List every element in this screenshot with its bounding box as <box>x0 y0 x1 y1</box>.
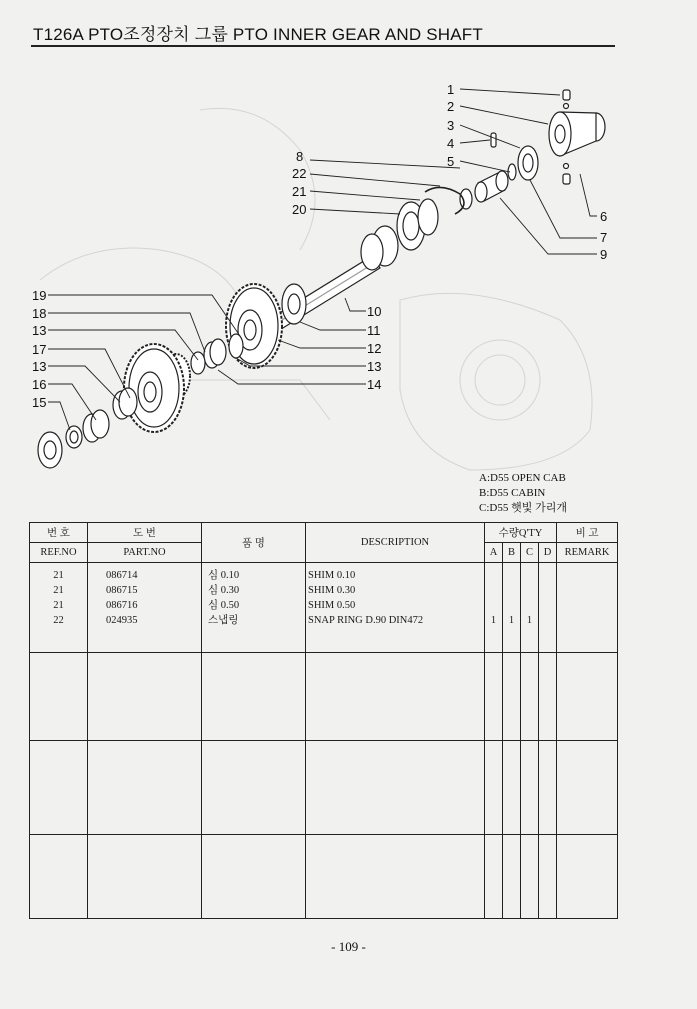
callout-label: 6 <box>600 209 608 224</box>
title-underline <box>31 45 615 47</box>
header-ref-en: REF.NO <box>30 543 88 563</box>
callout-label: 19 <box>32 288 47 303</box>
callout-label: 18 <box>32 306 47 321</box>
qty-a: 1 <box>490 615 497 626</box>
part-description: SHIM 0.50 <box>308 600 356 611</box>
part-no: 086715 <box>106 585 138 596</box>
callout-label: 3 <box>447 118 455 133</box>
header-name-ko: 품 명 <box>202 523 306 563</box>
callout-label: 12 <box>367 341 382 356</box>
callout-label: 22 <box>292 166 307 181</box>
ref-column <box>30 563 88 653</box>
callout-label: 16 <box>32 377 47 392</box>
part-no: 086714 <box>106 570 138 581</box>
page-title: T126A PTO조정장치 그룹 PTO INNER GEAR AND SHAFT <box>33 25 483 44</box>
header-qty-b: B <box>503 543 521 563</box>
ref-no: 21 <box>53 600 64 611</box>
callout-label: 1 <box>447 82 455 97</box>
part-no: 086716 <box>106 600 138 611</box>
qty-b <box>503 598 520 613</box>
needle-bearing-14 <box>204 339 226 368</box>
header-qty-c: C <box>521 543 539 563</box>
qty-d-column <box>539 563 557 653</box>
qty-a-column <box>485 563 503 653</box>
page-number: - 109 - <box>331 939 366 954</box>
callout-label: 13 <box>367 359 382 374</box>
part-name-ko: 스냅링 <box>208 615 239 626</box>
parts-table <box>29 522 618 919</box>
callout-label: 4 <box>447 136 455 151</box>
name-ko-column <box>202 563 306 653</box>
callout-label: 7 <box>600 230 608 245</box>
qty-b <box>503 583 520 598</box>
callout-label: 5 <box>447 154 455 169</box>
header-qty-d: D <box>539 543 557 563</box>
part-name-ko: 심 0.50 <box>208 600 240 611</box>
callout-label: 17 <box>32 342 47 357</box>
header-remark-ko: 비 고 <box>557 523 618 543</box>
part-no: 024935 <box>106 615 138 626</box>
washer-13-middle <box>229 334 243 358</box>
qty-b: 1 <box>508 615 515 626</box>
callout-label: 21 <box>292 184 307 199</box>
coupling-pin <box>491 133 496 147</box>
part-description: SHIM 0.30 <box>308 585 356 596</box>
model-legend <box>479 471 567 516</box>
legend-item: B:D55 CABIN <box>479 487 546 499</box>
legend-item: A:D55 OPEN CAB <box>479 472 566 484</box>
qty-d <box>539 583 556 598</box>
callout-label: 15 <box>32 395 47 410</box>
callouts-upper-left <box>292 149 306 217</box>
remark-column <box>557 563 618 653</box>
header-description: DESCRIPTION <box>306 523 485 563</box>
header-qty-ko: 수량 <box>498 528 519 539</box>
callout-label: 2 <box>447 99 455 114</box>
qty-c-column <box>521 563 539 653</box>
legend-item: C:D55 햇빛 가리개 <box>479 502 567 514</box>
callout-label: 13 <box>32 323 47 338</box>
callout-label: 11 <box>367 323 381 338</box>
callout-label: 10 <box>367 304 382 319</box>
callout-label: 14 <box>367 377 382 392</box>
empty-row-group <box>30 741 618 835</box>
qty-c <box>521 568 538 583</box>
gear-12 <box>282 284 306 324</box>
part-name-ko: 심 0.10 <box>208 570 240 581</box>
exploded-parts-diagram <box>0 60 697 520</box>
qty-a <box>485 583 502 598</box>
callout-label: 9 <box>600 247 608 262</box>
spline-gear-upper <box>361 226 398 270</box>
empty-row-group <box>30 835 618 919</box>
needle-bearing-16 <box>83 410 109 442</box>
qty-c <box>521 583 538 598</box>
ref-no: 21 <box>53 570 64 581</box>
qty-b <box>503 568 520 583</box>
ref-no: 21 <box>53 585 64 596</box>
header-qty-en: Q'TY <box>518 528 543 539</box>
qty-d <box>539 613 556 628</box>
description-column <box>306 563 485 653</box>
empty-row-group <box>30 653 618 741</box>
coupling-housing <box>549 90 605 184</box>
qty-d <box>539 568 556 583</box>
header-part-en: PART.NO <box>88 543 202 563</box>
ball-bearing-end <box>38 432 62 468</box>
ref-no: 22 <box>53 615 64 626</box>
callouts-left <box>32 288 46 410</box>
part-description: SHIM 0.10 <box>308 570 356 581</box>
qty-a <box>485 568 502 583</box>
part-name-ko: 심 0.30 <box>208 585 240 596</box>
header-qty <box>485 523 557 543</box>
part-column <box>88 563 202 653</box>
callouts-mid-right <box>367 304 381 392</box>
header-part-ko: 도 번 <box>88 523 202 543</box>
qty-d <box>539 598 556 613</box>
needle-bearing-9 <box>460 171 508 209</box>
header-remark-en: REMARK <box>557 543 618 563</box>
large-gear-lower <box>124 344 190 432</box>
header-qty-a: A <box>485 543 503 563</box>
bearing-20 <box>397 199 438 250</box>
qty-a <box>485 598 502 613</box>
washer-15 <box>66 426 82 448</box>
washer-13-lower <box>191 352 205 374</box>
qty-b-column <box>503 563 521 653</box>
qty-c <box>521 598 538 613</box>
qty-c: 1 <box>526 615 533 626</box>
callout-label: 20 <box>292 202 307 217</box>
coupling-sleeve <box>508 146 538 180</box>
header-ref-ko: 번 호 <box>30 523 88 543</box>
callout-label: 8 <box>296 149 304 164</box>
part-description: SNAP RING D.90 DIN472 <box>308 615 424 626</box>
callout-label: 13 <box>32 359 47 374</box>
